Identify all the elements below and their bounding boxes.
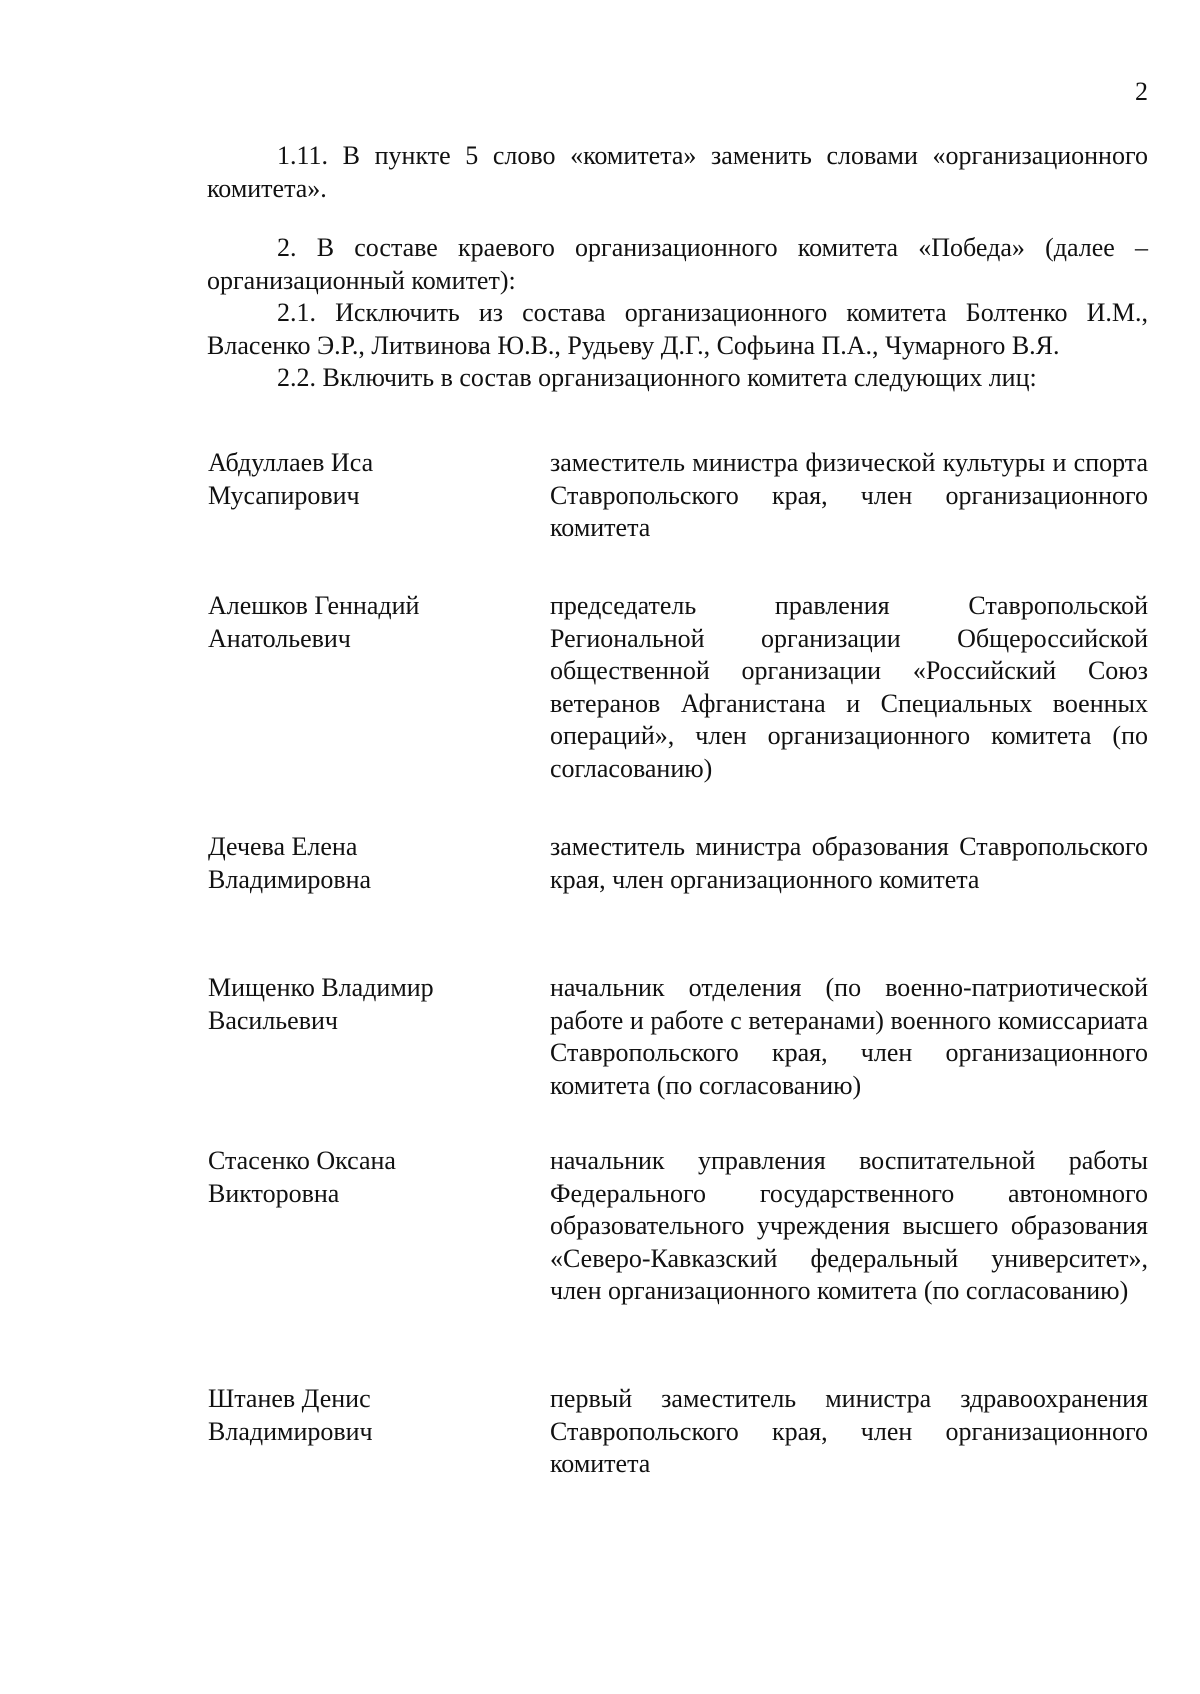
member-role: начальник отделения (по военно-патриотической работе и работе с ветеранами) военного комиссариата Ставропольского края, член организационного комитета (по согласованию) (550, 973, 1148, 1100)
member-role: начальник управления воспитательной работы Федерального государственного автономного образовательного учреждения высшего образования «Северо-Кавказский федеральный университет», член организационного комитета (по согласованию) (550, 1146, 1148, 1305)
member-name (208, 831, 528, 896)
member-surname-firstname: Абдуллаев Иса (208, 448, 374, 477)
page-number: 2 (1135, 77, 1148, 106)
member-surname-firstname: Дечева Елена (208, 832, 358, 861)
paragraph-2: 2. В составе краевого организационного комитета «Победа» (далее – организационный комитет): (207, 233, 1148, 295)
member-name (208, 447, 528, 512)
paragraph-1-11: 1.11. В пункте 5 слово «комитета» заменить словами «организационного комитета». (207, 141, 1148, 203)
paragraph-2-2: 2.2. Включить в состав организационного комитета следующих лиц: (277, 363, 1037, 392)
member-surname-firstname: Мищенко Владимир (208, 973, 434, 1002)
member-name (208, 1145, 528, 1210)
member-role: заместитель министра физической культуры и спорта Ставропольского края, член организационного комитета (550, 448, 1148, 542)
member-surname-firstname: Штанев Денис (208, 1384, 371, 1413)
member-patronymic: Владимирович (208, 1416, 373, 1446)
member-name (208, 1383, 528, 1448)
member-role: заместитель министра образования Ставропольского края, член организационного комитета (550, 832, 1148, 894)
paragraph-2-1: 2.1. Исключить из состава организационного комитета Болтенко И.М., Власенко Э.Р., Литвинова Ю.В., Рудьеву Д.Г., Софьина П.А., Чумарного В.Я. (207, 298, 1148, 360)
member-surname-firstname: Стасенко Оксана (208, 1146, 396, 1175)
member-role: председатель правления Ставропольской Региональной организации Общероссийской общественной организации «Российский Союз ветеранов Афганистана и Специальных военных операций», член организационного комитета (по согласованию) (550, 591, 1148, 783)
member-name (208, 590, 528, 655)
member-role: первый заместитель министра здравоохранения Ставропольского края, член организационного комитета (550, 1384, 1148, 1478)
member-patronymic: Васильевич (208, 1005, 338, 1035)
member-patronymic: Мусапирович (208, 480, 360, 510)
member-patronymic: Анатольевич (208, 623, 351, 653)
member-patronymic: Владимировна (208, 864, 372, 894)
member-patronymic: Викторовна (208, 1178, 340, 1208)
member-surname-firstname: Алешков Геннадий (208, 591, 420, 620)
member-name (208, 972, 528, 1037)
